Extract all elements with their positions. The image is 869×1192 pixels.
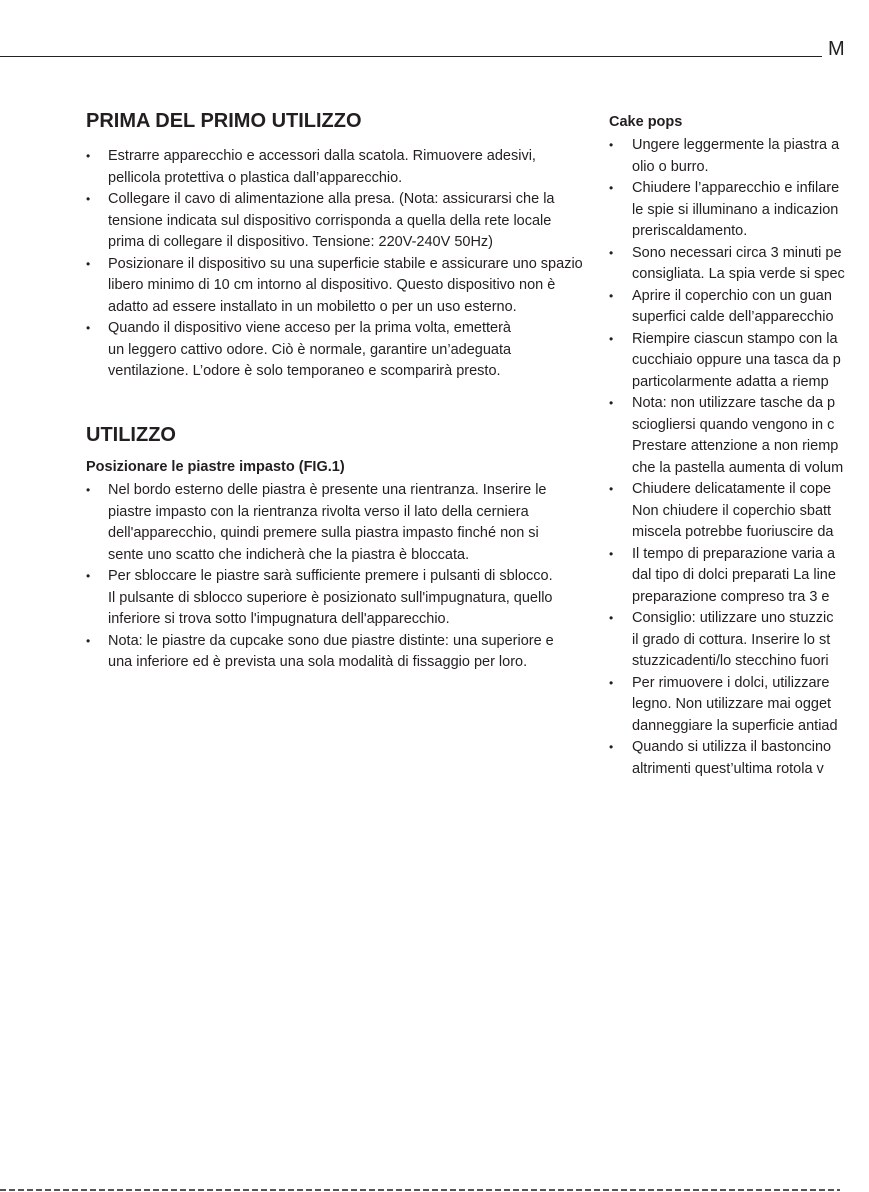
text-line: preriscaldamento.: [632, 223, 748, 239]
list-item: [609, 243, 845, 286]
text-line: • Chiudere delicatamente il cope: [632, 481, 832, 497]
text-line: un leggero cattivo odore. Ciò è normale, garantire un’adeguata: [108, 341, 512, 358]
text-line: tensione indicata sul dispositivo corrisponda a quella della rete locale: [108, 212, 552, 229]
text-line: • Il tempo di preparazione varia a: [632, 545, 836, 562]
text-line: Il pulsante di sblocco superiore è posizionato sull'impugnatura, quello: [108, 589, 553, 606]
text-line: • Quando il dispositivo viene acceso per la prima volta, emetterà: [108, 320, 511, 336]
running-header: M: [828, 38, 845, 60]
text-line: una inferiore ed è prevista una sola modalità di fissaggio per loro.: [108, 654, 528, 670]
text-line: cucchiaio oppure una tasca da p: [632, 352, 841, 368]
list-item: [609, 135, 845, 178]
text-line: • Per rimuovere i dolci, utilizzare: [632, 674, 830, 691]
list-item: [86, 566, 554, 631]
cake-pops-list: [609, 135, 845, 780]
text-line: libero minimo di 10 cm intorno al dispositivo. Questo dispositivo non è: [108, 277, 556, 293]
text-line: sciogliersi quando vengono in c: [632, 416, 835, 433]
list-item: [609, 544, 845, 609]
list-item: [86, 480, 554, 566]
text-line: particolarmente adatta a riemp: [632, 373, 829, 390]
text-line: ventilazione. L’odore è solo temporaneo e scomparirà presto.: [108, 363, 501, 379]
subsection-title-plates: Posizionare le piastre impasto (FIG.1): [86, 459, 345, 475]
section-title-usage: UTILIZZO: [86, 424, 176, 446]
text-line: altrimenti quest’ultima rotola v: [632, 760, 824, 777]
list-item: [86, 189, 583, 254]
list-item: [609, 329, 845, 394]
text-line: dal tipo di dolci preparati La line: [632, 567, 836, 583]
list-item: [609, 178, 845, 243]
text-line: piastre impasto con la rientranza rivolta verso il lato della cerniera: [108, 503, 529, 520]
text-line: Non chiudere il coperchio sbatt: [632, 502, 832, 519]
list-item: [609, 479, 845, 544]
text-line: il grado di cottura. Inserire lo st: [632, 631, 831, 648]
text-line: le spie si illuminano a indicazion: [632, 201, 839, 218]
footer-rule: [0, 1189, 840, 1191]
text-line: • Chiudere l’apparecchio e infilare: [632, 180, 840, 196]
text-line: consigliata. La spia verde si spec: [632, 266, 845, 282]
list-item: [86, 254, 583, 319]
list-item: [609, 393, 845, 479]
list-item: [86, 318, 583, 383]
text-line: preparazione compreso tra 3 e: [632, 588, 830, 605]
list-item: [609, 286, 845, 329]
list-item: [609, 608, 845, 673]
first-use-list: [86, 146, 583, 383]
text-line: inferiore si trova sotto l'impugnatura dell'apparecchio.: [108, 611, 450, 627]
text-line: • Quando si utilizza il bastoncino: [632, 739, 832, 755]
text-line: • Per sbloccare le piastre sarà sufficiente premere i pulsanti di sblocco.: [108, 568, 553, 584]
text-line: • Posizionare il dispositivo su una superficie stabile e assicurare uno spazio: [108, 255, 583, 272]
list-item: [609, 737, 845, 780]
text-line: legno. Non utilizzare mai ogget: [632, 696, 832, 712]
plates-list: [86, 480, 554, 674]
text-line: Prestare attenzione a non riemp: [632, 438, 839, 454]
text-line: • Ungere leggermente la piastra a: [632, 137, 840, 153]
list-item: [86, 631, 554, 674]
text-line: • Riempire ciascun stampo con la: [632, 330, 838, 347]
text-line: • Nel bordo esterno delle piastra è presente una rientranza. Inserire le: [108, 482, 547, 498]
list-item: [86, 146, 583, 189]
subsection-title-cake-pops: Cake pops: [609, 114, 683, 130]
text-line: sente uno scatto che indicherà che la piastra è bloccata.: [108, 546, 470, 563]
section-title-first-use: PRIMA DEL PRIMO UTILIZZO: [86, 110, 362, 132]
text-line: miscela potrebbe fuoriuscire da: [632, 524, 834, 540]
text-line: pellicola protettiva o plastica dall’apparecchio.: [108, 169, 403, 186]
text-line: prima di collegare il dispositivo. Tensione: 220V-240V 50Hz): [108, 234, 494, 250]
text-line: stuzzicadenti/lo stecchino fuori: [632, 653, 829, 669]
text-line: • Collegare il cavo di alimentazione alla presa. (Nota: assicurarsi che la: [108, 191, 555, 207]
text-line: che la pastella aumenta di volum: [632, 459, 844, 476]
text-line: • Estrarre apparecchio e accessori dalla scatola. Rimuovere adesivi,: [108, 148, 536, 164]
text-line: olio o burro.: [632, 158, 709, 175]
text-line: • Nota: le piastre da cupcake sono due piastre distinte: una superiore e: [108, 632, 554, 649]
text-line: dell'apparecchio, quindi premere sulla piastra impasto finché non si: [108, 525, 539, 541]
header-rule: [0, 56, 822, 57]
text-line: • Consiglio: utilizzare uno stuzzic: [632, 610, 834, 626]
text-line: • Aprire il coperchio con un guan: [632, 287, 832, 304]
text-line: adatto ad essere installato in un mobiletto o per un uso esterno.: [108, 298, 517, 315]
list-item: [609, 673, 845, 738]
text-line: • Nota: non utilizzare tasche da p: [632, 395, 836, 411]
text-line: superfici calde dell’apparecchio: [632, 309, 834, 325]
text-line: • Sono necessari circa 3 minuti pe: [632, 244, 842, 261]
text-line: danneggiare la superficie antiad: [632, 717, 838, 734]
